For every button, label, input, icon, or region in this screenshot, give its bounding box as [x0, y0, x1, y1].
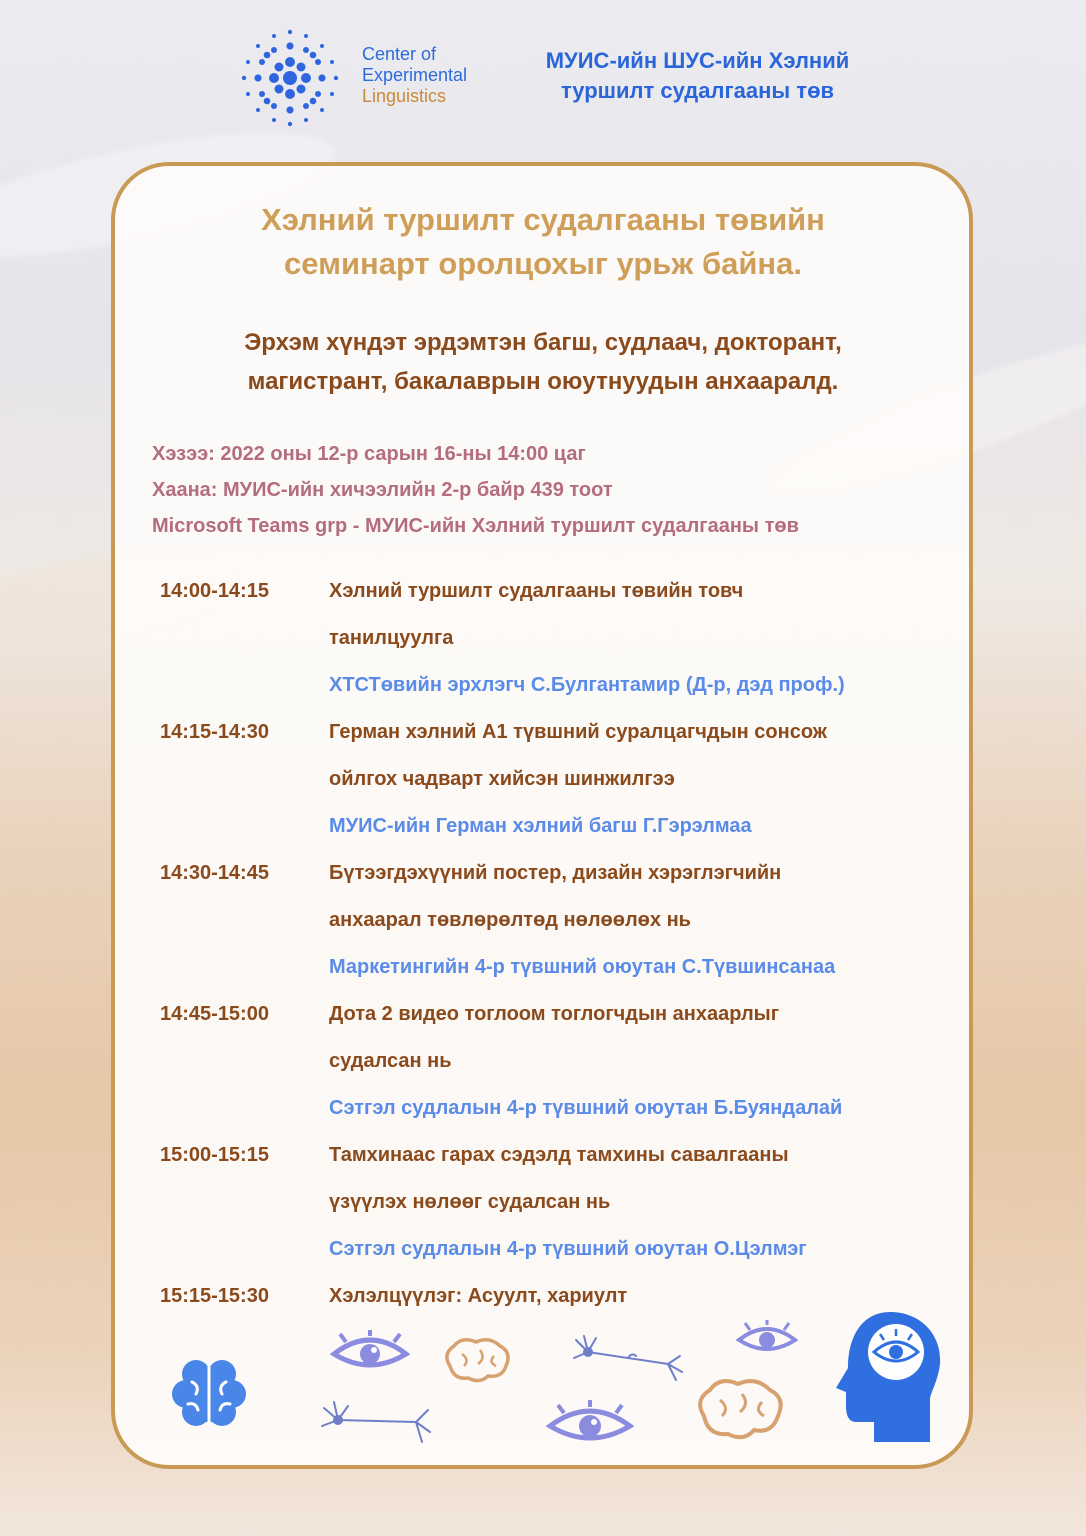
invitation-subtitle	[0, 323, 1086, 401]
title-line: семинарт оролцохыг урьж байна.	[284, 246, 802, 281]
neuron-icon	[568, 1330, 686, 1386]
schedule-time: 14:15-14:30	[160, 721, 269, 743]
schedule-topic: судалсан нь	[329, 1050, 452, 1072]
logo-line: Experimental	[362, 65, 468, 85]
schedule	[160, 568, 960, 1320]
event-online: Microsoft Teams grp - МУИС-ийн Хэлний туршилт судалгааны төв	[152, 515, 799, 537]
brain-icon	[440, 1336, 514, 1384]
schedule-row	[160, 991, 960, 1132]
schedule-row	[160, 709, 960, 850]
schedule-speaker: МУИС-ийн Герман хэлний багш Г.Гэрэлмаа	[329, 815, 752, 837]
schedule-speaker: ХТСТөвийн эрхлэгч С.Булгантамир (Д-р, дэд проф.)	[329, 674, 845, 696]
invitation-title	[0, 198, 1086, 286]
logo-line: Center of	[362, 44, 437, 64]
schedule-speaker: Сэтгэл судлалын 4-р түвшний оюутан О.Цэлмэг	[329, 1238, 807, 1260]
schedule-row	[160, 850, 960, 991]
schedule-topic: анхаарал төвлөрөлтөд нөлөөлөх нь	[329, 909, 691, 931]
schedule-topic: Хэлэлцүүлэг: Асуулт, хариулт	[329, 1285, 628, 1307]
schedule-topic: Тамхинаас гарах сэдэлд тамхины савалгааны	[329, 1144, 789, 1166]
subtitle-line: Эрхэм хүндэт эрдэмтэн багш, судлаач, докторант,	[244, 329, 842, 356]
schedule-time: 14:30-14:45	[160, 862, 269, 884]
logo-dots-icon	[236, 24, 344, 132]
schedule-topic: Дота 2 видео тоглоом тоглогчдын анхаарлыг	[329, 1003, 780, 1025]
schedule-time: 15:00-15:15	[160, 1144, 269, 1166]
organization-name	[505, 46, 890, 106]
eye-icon	[546, 1400, 634, 1450]
schedule-topic: танилцуулга	[329, 627, 454, 649]
schedule-topic: Хэлний туршилт судалгааны төвийн товч	[329, 580, 744, 602]
logo-line: Linguistics	[362, 86, 447, 106]
schedule-topic: Герман хэлний А1 түвшний суралцагчдын сонсож	[329, 721, 827, 743]
schedule-time: 14:45-15:00	[160, 1003, 269, 1025]
schedule-row	[160, 568, 960, 709]
schedule-time: 15:15-15:30	[160, 1285, 269, 1307]
event-when: Хэзээ: 2022 оны 12-р сарын 16-ны 14:00 цаг	[152, 443, 586, 465]
logo-wordmark	[362, 44, 467, 107]
org-line: МУИС-ийн ШУС-ийн Хэлний	[545, 48, 850, 73]
schedule-topic: ойлгох чадварт хийсэн шинжилгээ	[329, 768, 675, 790]
schedule-topic: үзүүлэх нөлөөг судалсан нь	[329, 1191, 611, 1213]
brain-icon	[168, 1352, 252, 1436]
schedule-row	[160, 1132, 960, 1273]
event-info	[152, 436, 799, 544]
schedule-speaker: Маркетингийн 4-р түвшний оюутан С.Түвшинсанаа	[329, 956, 836, 978]
header	[0, 0, 1086, 150]
subtitle-line: магистрант, бакалаврын оюутнуудын анхааралд.	[247, 368, 839, 395]
eye-icon	[330, 1330, 410, 1376]
schedule-speaker: Сэтгэл судлалын 4-р түвшний оюутан Б.Буяндалай	[329, 1097, 843, 1119]
org-line: туршилт судалгааны төв	[560, 78, 835, 103]
head-eye-icon	[834, 1306, 946, 1446]
event-where: Хаана: МУИС-ийн хичээлийн 2-р байр 439 тоот	[152, 479, 613, 501]
neuron-icon	[316, 1390, 434, 1446]
title-line: Хэлний туршилт судалгааны төвийн	[261, 202, 825, 237]
brain-icon	[692, 1376, 788, 1442]
eye-icon	[736, 1320, 798, 1358]
schedule-time: 14:00-14:15	[160, 580, 269, 602]
schedule-topic: Бүтээгдэхүүний постер, дизайн хэрэглэгчийн	[329, 862, 782, 884]
